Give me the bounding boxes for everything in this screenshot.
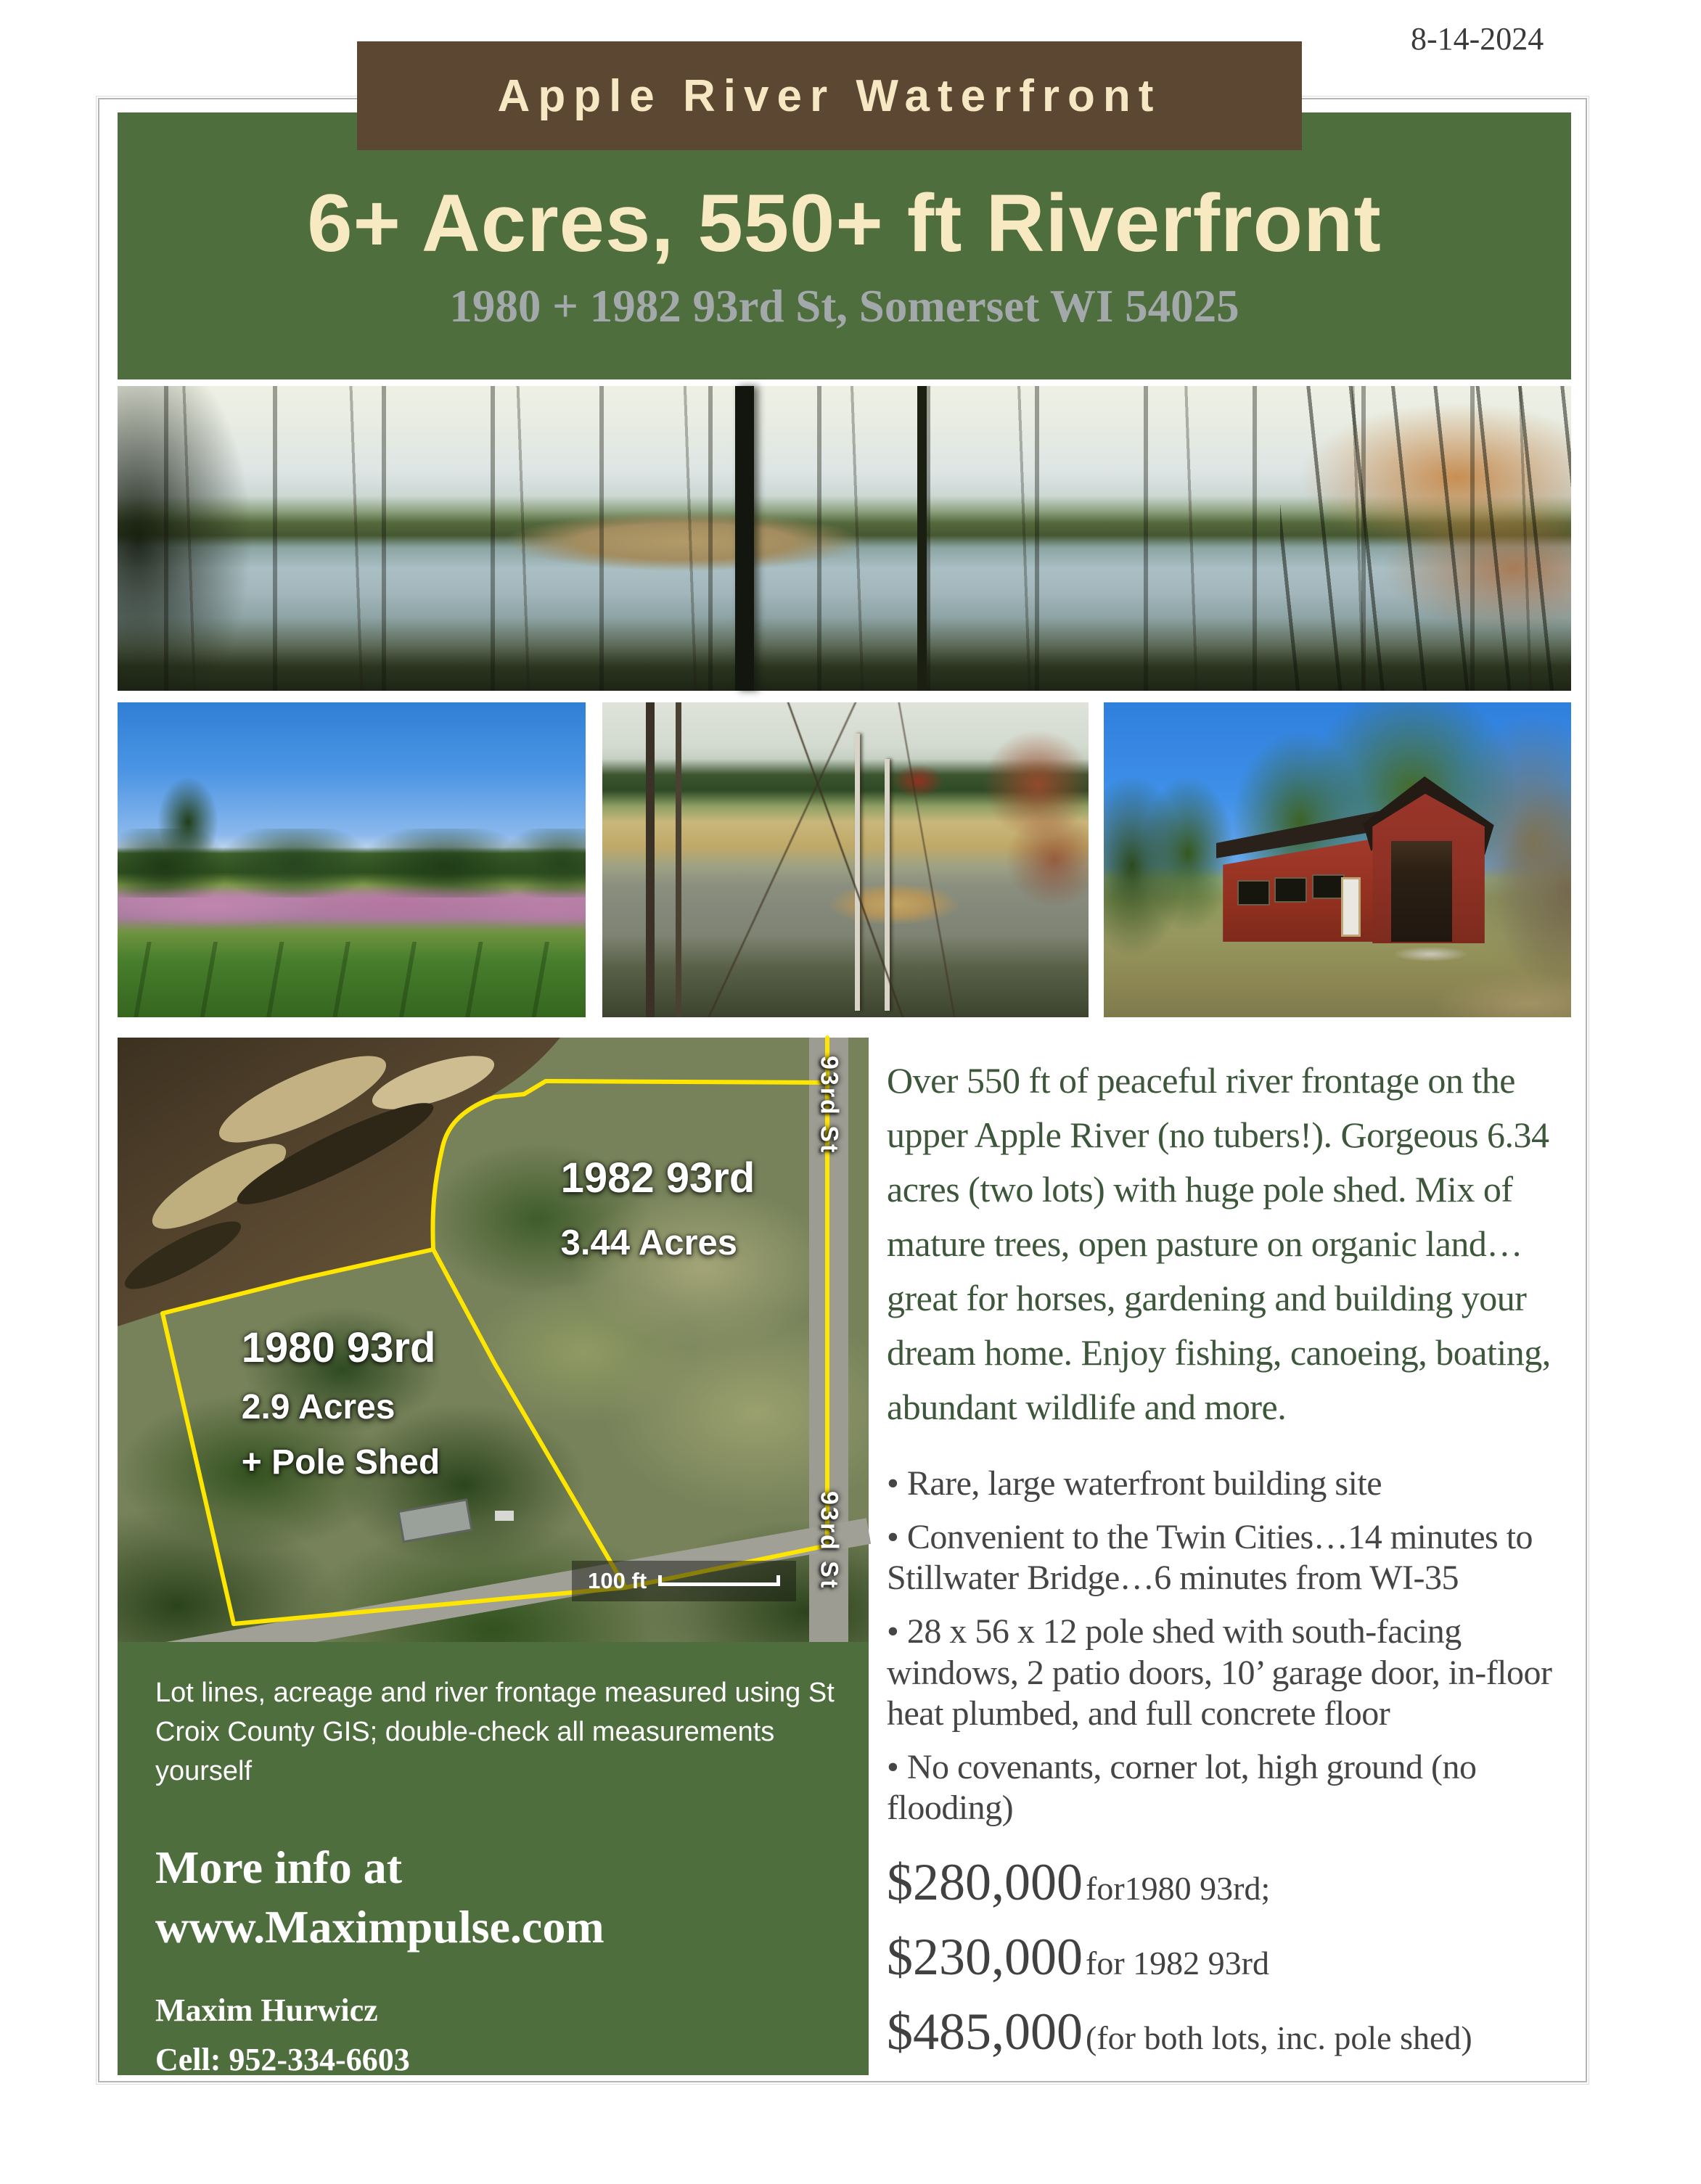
feature-item <box>887 1463 1582 1505</box>
price-list <box>887 1854 1582 2061</box>
shed-entry-door <box>1341 877 1361 937</box>
map-pole-shed <box>398 1500 472 1542</box>
bullet-dot <box>887 1518 907 1556</box>
top-banner <box>357 41 1302 150</box>
lot-1982-acres: 3.44 Acres <box>560 1223 738 1263</box>
more-info-block <box>155 1838 831 1957</box>
contact-email: email: maximpulse@gmail.com <box>155 2091 584 2127</box>
lot-1980-extra: + Pole Shed <box>241 1443 440 1482</box>
wetland-branches <box>602 702 1089 1017</box>
price-note: for1980 93rd; <box>1086 1870 1271 1907</box>
map-scale-label: 100 ft <box>588 1567 647 1593</box>
panorama-river-photo <box>118 386 1571 691</box>
lot-1980-name: 1980 93rd <box>241 1323 436 1371</box>
shed-window-1 <box>1237 880 1270 906</box>
banner-title: Apple River Waterfront <box>497 70 1162 121</box>
feature-text: 28 x 56 x 12 pole shed with south-facing windows, 2 patio doors, 10’ garage door, in-floor heat plumbed, and full concrete floor <box>887 1612 1552 1733</box>
listing-details <box>887 1054 1582 2079</box>
lot-line-divider <box>433 1249 626 1588</box>
lot-1980-label <box>242 1322 440 1485</box>
price-amount: $485,000 <box>887 2003 1083 2061</box>
lot-1980-acres: 2.9 Acres <box>241 1388 395 1426</box>
lot-line-top <box>524 1081 827 1094</box>
wetland-photo <box>602 702 1089 1017</box>
measurement-disclaimer: Lot lines, acreage and river frontage measured using St Croix County GIS; double-check all measurements yourself <box>155 1678 835 1786</box>
feature-text: Rare, large waterfront building site <box>906 1464 1382 1503</box>
field-foreground-grass <box>118 942 586 1017</box>
panorama-small-trunk <box>917 386 927 691</box>
shed-dirt-path <box>1361 948 1571 1017</box>
feature-item <box>887 1612 1582 1735</box>
field-pink-meadow <box>118 885 586 929</box>
bullet-dot <box>887 1748 907 1786</box>
contact-cell: Cell: 952-334-6603 <box>155 2041 410 2077</box>
feature-text: Convenient to the Twin Cities…14 minutes to Stillwater Bridge…6 minutes from WI-35 <box>887 1517 1533 1598</box>
price-amount: $230,000 <box>887 1928 1083 1987</box>
map-scale <box>572 1561 796 1601</box>
aerial-lot-map <box>118 1038 869 1642</box>
feature-text: No covenants, corner lot, high ground (no flooding) <box>887 1747 1477 1828</box>
shed-window-3 <box>1312 874 1345 900</box>
header-block <box>118 112 1571 379</box>
flyer-date: 8-14-2024 <box>1411 21 1544 57</box>
lot-1982-label <box>561 1152 755 1265</box>
feature-list <box>887 1463 1582 1829</box>
panorama-right-branches <box>1280 386 1571 691</box>
feature-item <box>887 1517 1582 1599</box>
contact-block <box>155 1986 831 2135</box>
price-row-1982 <box>887 1929 1582 1986</box>
feature-item <box>887 1747 1582 1829</box>
pole-shed-photo <box>1104 702 1571 1017</box>
price-row-both <box>887 2003 1582 2061</box>
price-note: for 1982 93rd <box>1086 1945 1269 1982</box>
shed-garage-door <box>1391 841 1452 942</box>
contact-info-box <box>118 1642 869 2127</box>
field-photo <box>118 702 586 1017</box>
page-title: 6+ Acres, 550+ ft Riverfront <box>307 178 1382 268</box>
street-label-top: 93rd St <box>815 1055 843 1155</box>
contact-name: Maxim Hurwicz <box>155 1992 378 2028</box>
property-address: 1980 + 1982 93rd St, Somerset WI 54025 <box>449 281 1239 332</box>
lot-1982-name: 1982 93rd <box>560 1154 755 1202</box>
map-overlay-graphics <box>118 1038 869 1642</box>
lot-line-1980-west <box>163 1313 234 1624</box>
property-description: Over 550 ft of peaceful river frontage on the upper Apple River (no tubers!). Gorgeous 6.34 acres (two lots) with huge pole shed. Mix of mature trees, open pasture on organic land…great for horses, gardening and building your dream home. Enjoy fishing, canoeing, boating, abundant wildlife and more. <box>887 1060 1551 1427</box>
bullet-dot <box>887 1612 907 1651</box>
panorama-large-trunk <box>735 386 754 691</box>
map-vehicle <box>495 1511 514 1521</box>
website-url: www.Maximpulse.com <box>155 1900 604 1953</box>
price-note: (for both lots, inc. pole shed) <box>1086 2019 1472 2057</box>
street-label-bottom: 93rd St <box>815 1490 843 1590</box>
price-row-1980 <box>887 1854 1582 1911</box>
map-scale-bar <box>658 1575 780 1586</box>
price-amount: $280,000 <box>887 1853 1083 1911</box>
shed-window-2 <box>1274 877 1307 903</box>
bullet-dot <box>887 1464 907 1503</box>
more-info-label: More info at <box>155 1841 403 1893</box>
